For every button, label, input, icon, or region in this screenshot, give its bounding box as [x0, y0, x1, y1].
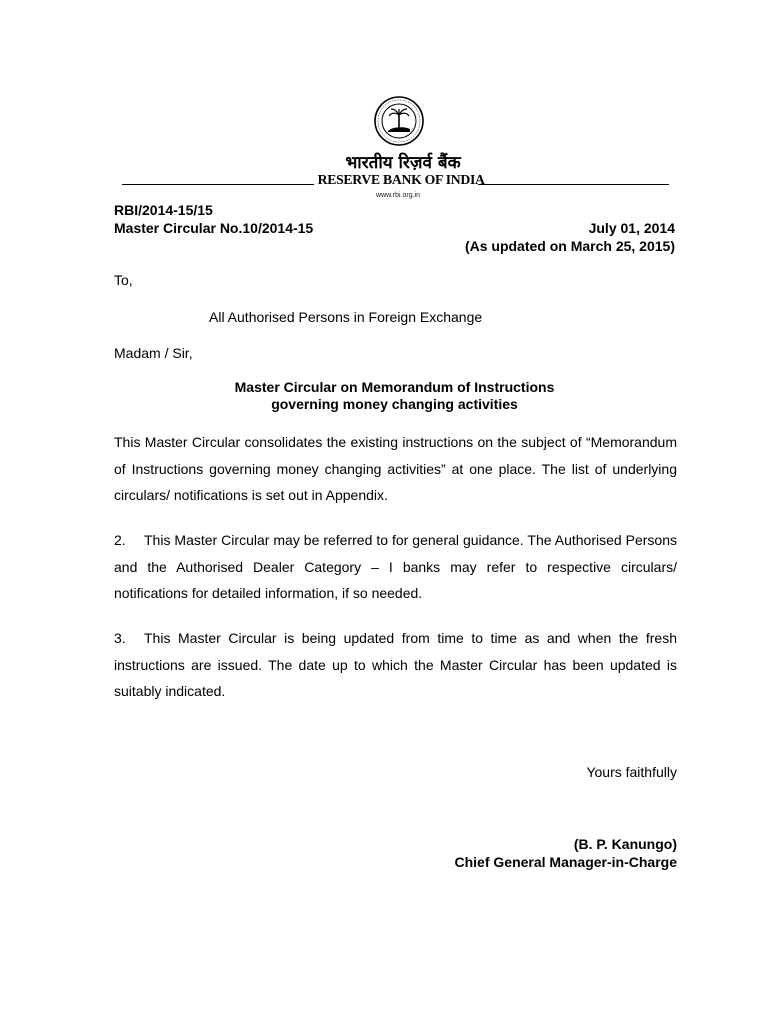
paragraph-2	[114, 527, 677, 607]
paragraph-1: This Master Circular consolidates the existing instructions on the subject of “Memorandum of Instructions governing money changing activities” at one place. The list of underlying circulars/ notifications is set out in Appendix.	[114, 434, 677, 503]
subject-heading	[114, 379, 675, 413]
subject-line-2: governing money changing activities	[271, 396, 518, 412]
circular-number: Master Circular No.10/2014-15	[114, 220, 314, 236]
signatory-name: (B. P. Kanungo)	[573, 836, 677, 852]
to-line: To,	[114, 272, 133, 288]
paragraph-2-text: This Master Circular may be referred to for general guidance. The Authorised Persons and the Authorised Dealer Category – I banks may refer to respective circulars/ notifications for detailed information, if so needed.	[114, 532, 677, 601]
subject-line-1: Master Circular on Memorandum of Instructions	[234, 379, 555, 395]
bank-name: RESERVE BANK OF INDIA	[317, 173, 485, 188]
circular-date: July 01, 2014	[588, 220, 675, 236]
website: www.rbi.org.in	[376, 192, 420, 199]
addressee: All Authorised Persons in Foreign Exchange	[209, 309, 483, 325]
updated-date: (As updated on March 25, 2015)	[464, 238, 675, 254]
letterhead-rule-right	[478, 184, 669, 185]
reference-number: RBI/2014-15/15	[114, 202, 213, 218]
bank-name-hindi: भारतीय रिज़र्व बैंक	[345, 153, 461, 173]
paragraph-3	[114, 625, 677, 705]
paragraph-2-number: 2.	[114, 532, 126, 548]
rbi-seal-icon	[374, 95, 424, 147]
letterhead-rule-left	[122, 184, 314, 185]
paragraph-3-text: This Master Circular is being updated from time to time as and when the fresh instructions are issued. The date up to which the Master Circular has been updated is suitably indicated.	[114, 630, 677, 699]
salutation: Madam / Sir,	[114, 345, 193, 361]
closing: Yours faithfully	[586, 764, 677, 780]
paragraph-3-number: 3.	[114, 630, 126, 646]
signatory-designation: Chief General Manager-in-Charge	[454, 854, 677, 870]
